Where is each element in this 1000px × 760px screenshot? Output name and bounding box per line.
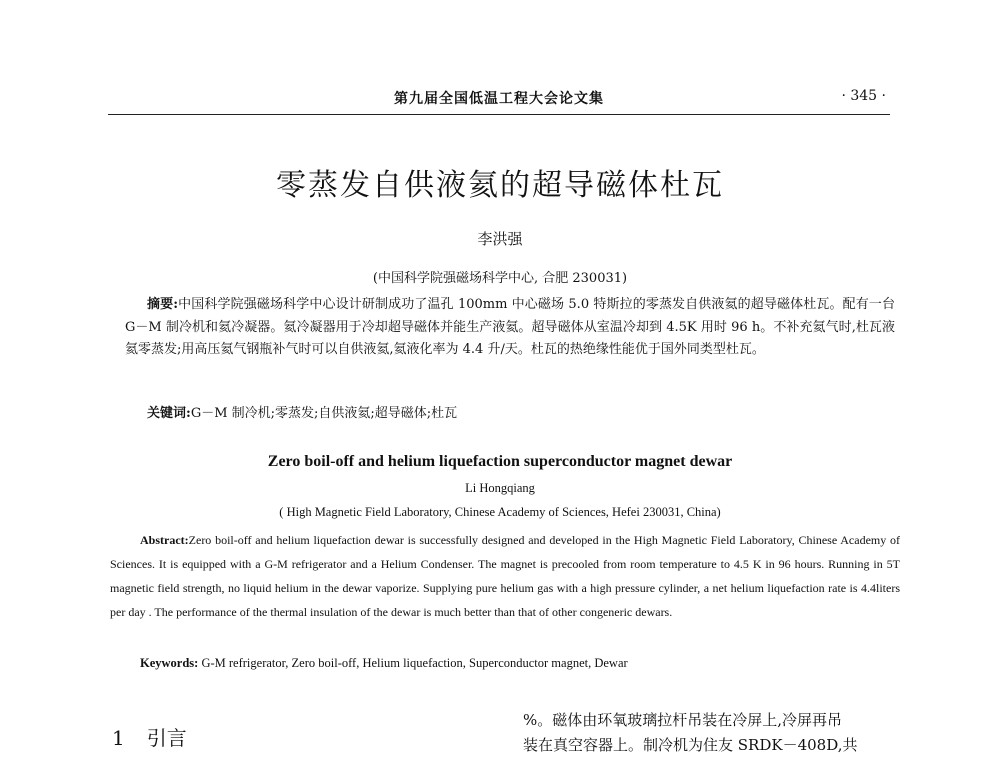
section-title: 引言 — [146, 726, 187, 750]
abstract-en — [110, 528, 900, 624]
abstract-label-cn: 摘要: — [147, 297, 179, 312]
abstract-text-en: Zero boil-off and helium liquefaction dewar is successfully designed and developed in the High Magnetic Field Laboratory, Chinese Academy of Sciences. It is equipped with a G-M refrigerator and a Helium Condenser. The magnet is precooled from room temperature to 4.5 K in 96 hours. Running in 5T magnetic field strength, no liquid helium in the dewar vaporize. Supplying pure helium gas with a high pressure cylinder, a net helium liquefaction rate is 4.4liters per day . The performance of the thermal insulation of the dewar is much better than that of other congeneric dewars. — [110, 533, 900, 619]
abstract-text-cn: 中国科学院强磁场科学中心设计研制成功了温孔 100mm 中心磁场 5.0 特斯拉的零蒸发自供液氦的超导磁体杜瓦。配有一台 G－M 制冷机和氦冷凝器。氦冷凝器用于冷却超导磁体并能生产液氦。超导磁体从室温冷却到 4.5K 用时 96 h。不补充氦气时,杜瓦液氦零蒸发;用高压氦气钢瓶补气时可以自供液氦,氦液化率为 4.4 升/天。杜瓦的热绝缘性能优于国外同类型杜瓦。 — [125, 297, 895, 357]
keywords-text-en: G-M refrigerator, Zero boil-off, Helium liquefaction, Superconductor magnet, Dewar — [201, 656, 628, 670]
keywords-cn — [147, 402, 457, 421]
section-heading — [112, 722, 187, 751]
page-number: · 345 · — [841, 88, 886, 104]
abstract-cn — [125, 294, 895, 362]
affiliation-cn: (中国科学院强磁场科学中心, 合肥 230031) — [372, 271, 628, 286]
author-en: Li Hongqiang — [465, 481, 535, 495]
keywords-label-en: Keywords: — [140, 656, 199, 670]
body-line: 装在真空容器上。制冷机为住友 SRDK－408D,共 — [523, 736, 858, 754]
paper-title-en: Zero boil-off and helium liquefaction superconductor magnet dewar — [267, 453, 733, 470]
keywords-en — [140, 656, 628, 671]
keywords-text-cn: G－M 制冷机;零蒸发;自供液氦;超导磁体;杜瓦 — [190, 406, 458, 421]
section-number: 1 — [112, 726, 125, 750]
paper-title-cn: 零蒸发自供液氦的超导磁体杜瓦 — [276, 168, 724, 203]
keywords-label-cn: 关键词: — [147, 406, 191, 421]
author-cn: 李洪强 — [477, 230, 523, 248]
running-title: 第九届全国低温工程大会论文集 — [394, 91, 604, 107]
affiliation-en: ( High Magnetic Field Laboratory, Chinese Academy of Sciences, Hefei 230031, China) — [279, 505, 721, 519]
running-header — [108, 86, 890, 115]
body-line: %。磁体由环氧玻璃拉杆吊装在冷屏上,冷屏再吊 — [523, 711, 843, 729]
abstract-label-en: Abstract: — [140, 533, 189, 547]
body-text-right-column — [523, 708, 903, 758]
